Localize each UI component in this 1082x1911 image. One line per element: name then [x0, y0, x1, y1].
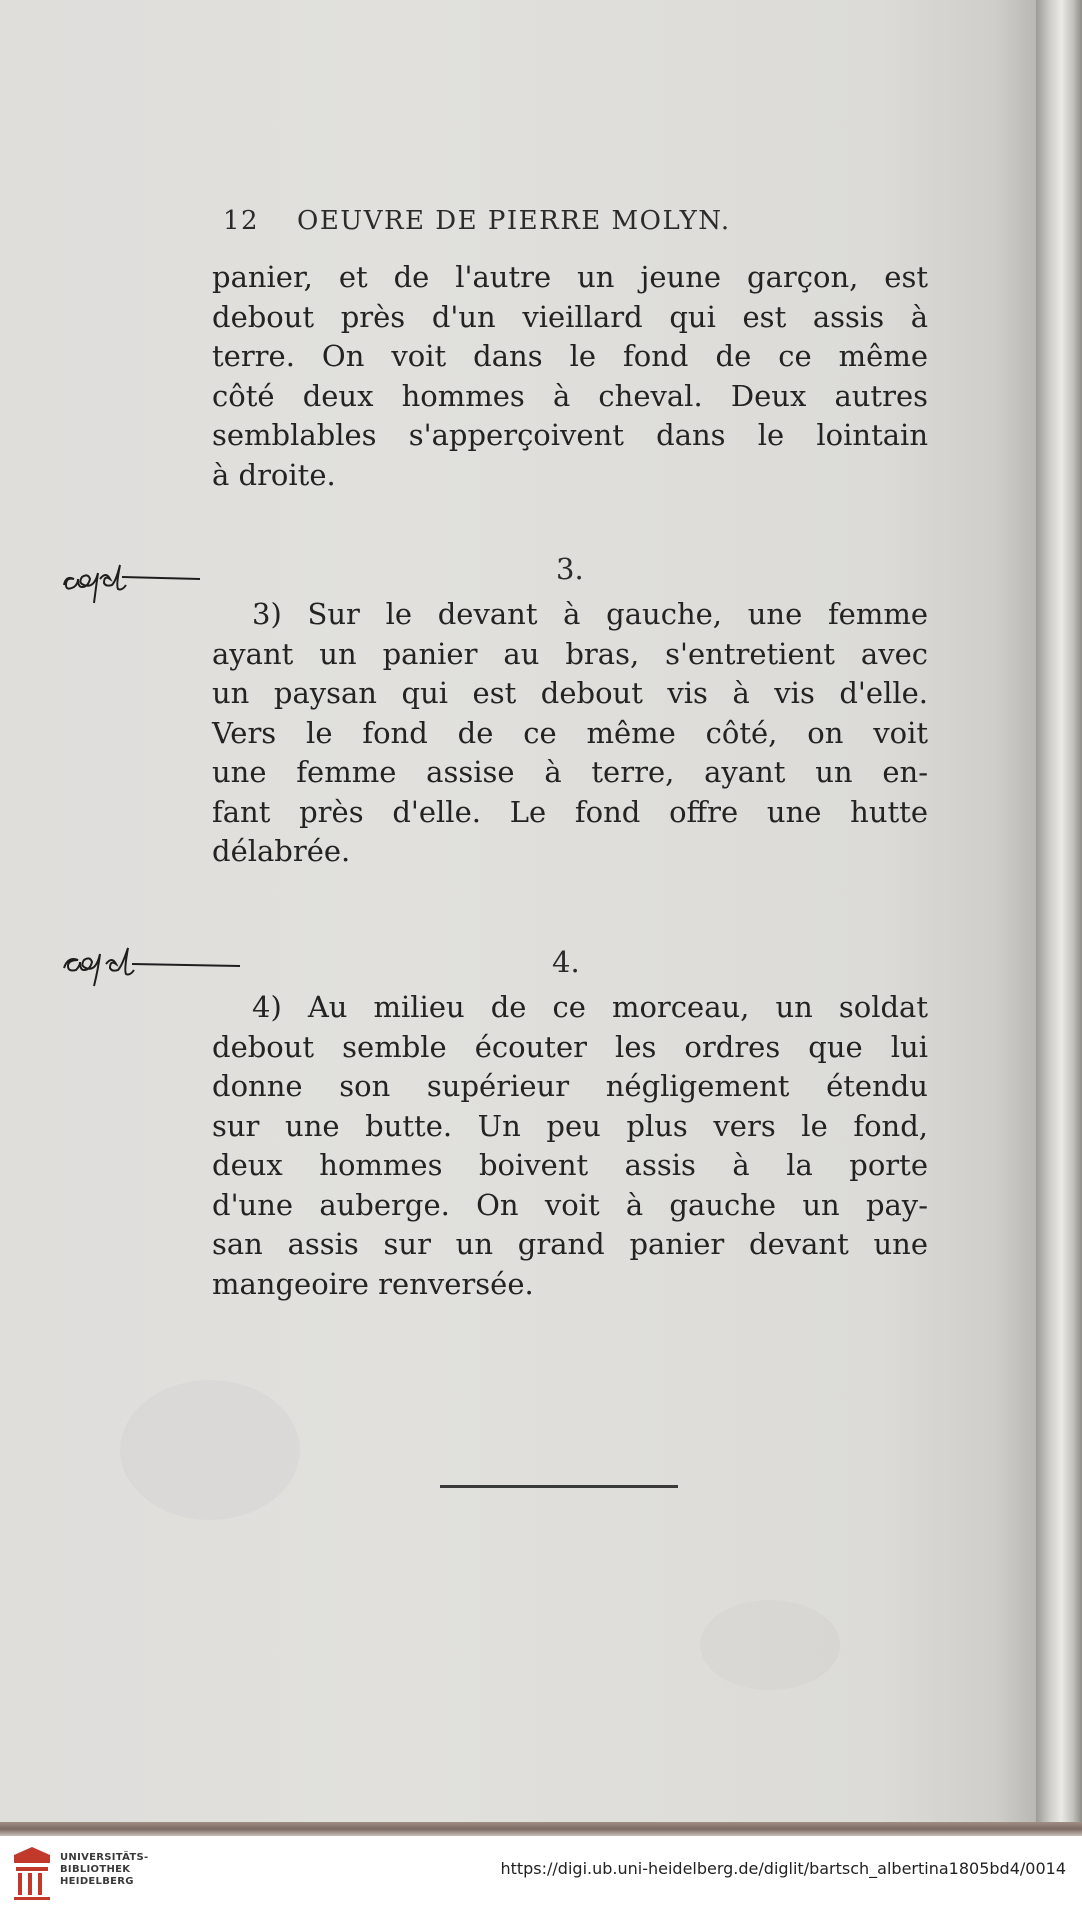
running-title: OEUVRE DE PIERRE MOLYN. — [297, 206, 731, 236]
text-line: mangeoire renversée. — [212, 1266, 534, 1301]
text-line: d'une auberge. On voit à gauche un pay- — [212, 1187, 928, 1222]
text-line: san assis sur un grand panier devant une — [212, 1227, 928, 1261]
page-number: 12 — [223, 206, 260, 236]
library-name — [60, 1852, 149, 1888]
section-numeral-3: 3. — [556, 552, 584, 586]
text-line: 3) Sur le devant à gauche, une femme — [252, 597, 928, 631]
text-line: Vers le fond de ce même côté, on voit — [212, 715, 928, 750]
text-line: ayant un panier au bras, s'entretient avec — [212, 636, 928, 671]
text-line: un paysan qui est debout vis à vis d'elle. — [212, 676, 928, 710]
library-name-line: BIBLIOTHEK — [60, 1864, 131, 1875]
university-library-logo-icon — [10, 1845, 54, 1901]
text-line: deux hommes boivent assis à la porte — [212, 1148, 928, 1182]
end-rule — [440, 1485, 678, 1488]
text-line: semblables s'apperçoivent dans le lointain — [212, 418, 928, 452]
text-line: sur une butte. Un peu plus vers le fond, — [212, 1108, 928, 1143]
paper-stain — [120, 1380, 300, 1520]
text-line: fant près d'elle. Le fond offre une hutte — [212, 794, 928, 829]
book-bottom-edge — [0, 1822, 1082, 1836]
text-line: terre. On voit dans le fond de ce même — [212, 339, 928, 373]
intro-paragraph — [212, 258, 928, 495]
book-spine-edge — [1036, 0, 1082, 1832]
text-line: debout semble écouter les ordres que lui — [212, 1029, 928, 1064]
section-3-paragraph — [212, 595, 928, 872]
text-line: 4) Au milieu de ce morceau, un soldat — [252, 990, 928, 1024]
running-head — [223, 206, 833, 236]
library-name-line: UNIVERSITÄTS- — [60, 1852, 149, 1863]
text-line: debout près d'un vieillard qui est assis à — [212, 299, 928, 334]
text-line: panier, et de l'autre un jeune garçon, est — [212, 260, 928, 294]
paper-stain — [700, 1600, 840, 1690]
section-numeral-4: 4. — [552, 945, 580, 979]
text-line: côté deux hommes à cheval. Deux autres — [212, 378, 928, 413]
text-line: une femme assise à terre, ayant un en- — [212, 755, 928, 789]
text-line: délabrée. — [212, 834, 351, 868]
margin-note-adest-3 — [60, 555, 206, 624]
section-4-paragraph — [212, 988, 928, 1304]
text-line: à droite. — [212, 457, 336, 492]
library-name-line: HEIDELBERG — [60, 1876, 134, 1887]
permalink-url[interactable]: https://digi.ub.uni-heidelberg.de/diglit/bartsch_albertina1805bd4/0014 — [500, 1859, 1066, 1878]
text-line: donne son supérieur négligement étendu — [212, 1069, 928, 1103]
